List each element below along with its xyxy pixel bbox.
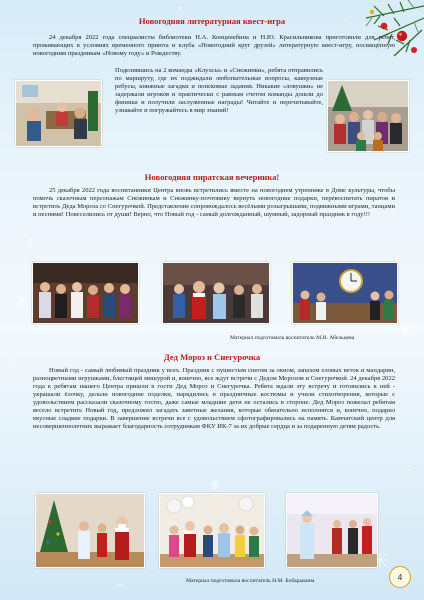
section-title-quest: Новогодняя литературная квест-игра: [138, 16, 286, 26]
ded-moroz-credit: Материал подготовила воспитатель Н.М. Бобарыкина: [186, 578, 315, 584]
ded-moroz-photo-2: [159, 493, 265, 568]
section-title-pirate-party: Новогодняя пиратская вечеринка!: [144, 172, 280, 182]
pirate-party-paragraph: 25 декабря 2022 года воспитанники Центра вновь встретились вместе на новогоднем утреннике в Доме культуры, чтобы помочь сказочным персонажам Снежинкам и Снежинку-почтовику вернуть новогодние подарки, перевоспитать пиратов и встретить Деда Мороза со Снегурочкой. Представление сопровождалось весёлыми розыгрышами, подвижными играми, танцами и песнями! Повеселились от души! Верно, что Новый год - самый долгожданный, шумный, задорный праздник в году!!!: [33, 187, 395, 218]
pirate-party-credit: Материал подготовила воспитатель М.Н. Абельцева: [230, 335, 355, 341]
party-photo-1: [32, 262, 139, 324]
quest-photo-right: [327, 80, 409, 152]
ded-moroz-paragraph: Новый год - самый любимый праздник у всех. Праздник с пушистым снегом за окном, запахом еловых веток и мандарин, разноцветными игрушками, блестящей мишурой и, конечно, все ждут встречи с Дедом Морозом и Снегурочкой. 24 декабря 2022 года к ребятам нашего Центра пришли в гости Дед Мороз и Снегурочка. Ребята ждали эту встречу и готовились к ней - украшали ёлочку, делали новогодние поделки, нарядились в праздничные костюмы и учили стихотворения, которые с удовольствием рассказали сказочному гостю, даже самые младшие дети не остались в стороне. Дед Мороз пожелал ребятам весело встретить Новый год, предложил загадать заветные желания, которые обязательно исполнятся и, конечно, подарил вкусные сладкие подарки. В завершение встречи все с удовольствием сфотографировались на память. Камчатский центр для несовершеннолетних выражает благодарность сотрудникам ФКУ ИК-7 за их добрые сердца и за подаренную детям радость.: [33, 367, 395, 430]
party-photo-3: [292, 262, 398, 324]
section-title-ded-moroz: Дед Мороз и Снегурочка: [163, 352, 261, 362]
page-number-badge: 4: [389, 566, 411, 588]
ded-moroz-photo-3: [286, 493, 378, 568]
quest-photo-left: [15, 80, 102, 147]
party-photo-2: [162, 262, 270, 324]
quest-intro-paragraph: 24 декабря 2022 года специалисты библиотеки Н.А. Конценебина и Н.Ю. Красильникова приготовили для ребят, проживающих в условиях временного приюта и клуба «Новогодний круг друзей» литературную квест-игру, посвящённую новогодним праздникам «Новому году» и Рождеству.: [33, 34, 395, 57]
ded-moroz-photo-1: [35, 493, 145, 568]
quest-body-paragraph: Поделившись на 2 команды «Клухсы» и «Снежинки», ребята отправились по маршруту, где их поджидали любопытельные вопросы, каверзные ребусы, книжные загадки и поисковые задания. Никакие «ловушки» не задержали игроков и практически с равным счетом команды дошли до финиша и получили заслуженные награды! Читайте и перечитывайте, узнавайте и погружайтесь в мир знаний!: [115, 67, 323, 114]
